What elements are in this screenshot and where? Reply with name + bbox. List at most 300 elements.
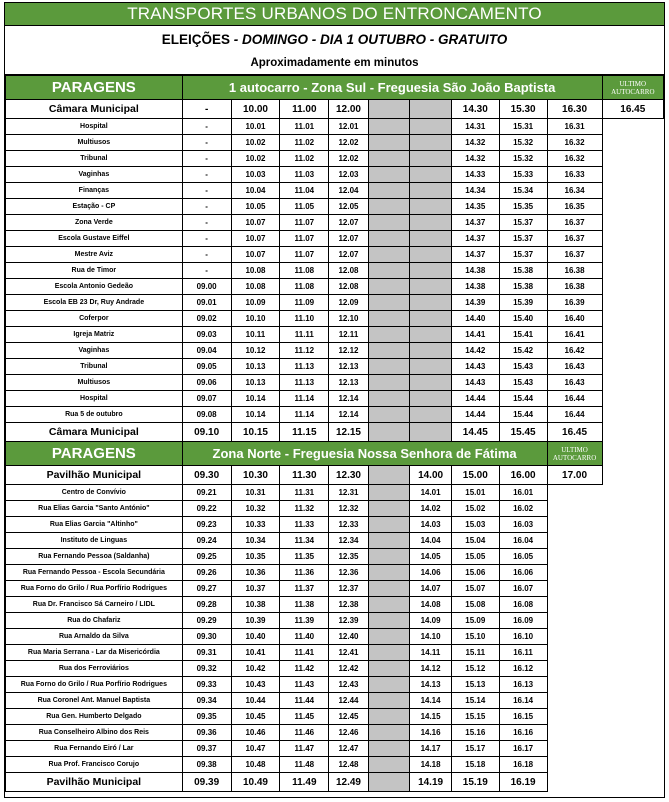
no-service-cell [410,375,452,391]
departure-time: 16.14 [499,693,547,709]
table-row [6,215,664,231]
departure-time: 12.47 [329,741,368,757]
departure-time: 10.36 [231,565,280,581]
no-service-cell [368,741,410,757]
departure-time: 11.08 [280,279,329,295]
departure-time: 16.43 [547,359,602,375]
departure-time: - [182,151,231,167]
empty-cell [602,151,663,167]
departure-time: 10.40 [231,629,280,645]
no-service-cell [368,693,410,709]
departure-time: 11.07 [280,215,329,231]
departure-time: 11.04 [280,183,329,199]
no-service-cell [368,517,410,533]
departure-time: 15.41 [499,327,547,343]
zona-sul-section [6,76,664,442]
departure-time: 14.38 [451,263,499,279]
no-service-cell [410,199,452,215]
departure-time: 14.11 [410,645,452,661]
no-service-cell [368,375,410,391]
departure-time: 10.38 [231,597,280,613]
stop-name: Estação - CP [6,199,183,215]
departure-time: - [182,247,231,263]
stop-name: Coferpor [6,311,183,327]
departure-time: 16.13 [499,677,547,693]
subtitle-rest: - DOMINGO - DIA 1 OUTUBRO - GRATUITO [230,32,508,47]
departure-time: 10.09 [231,295,280,311]
departure-time: 09.32 [182,661,231,677]
zona-norte-title: Zona Norte - Freguesia Nossa Senhora de Fátima [182,442,547,466]
no-service-cell [368,100,410,119]
departure-time: 11.39 [280,613,329,629]
empty-cell [602,247,663,263]
table-row [6,661,664,677]
departure-time: 12.13 [329,375,368,391]
stop-name: Rua Coronel Ant. Manuel Baptista [6,693,183,709]
table-row [6,183,664,199]
departure-time: 16.38 [547,263,602,279]
table-row [6,263,664,279]
stop-name: Instituto de Linguas [6,533,183,549]
table-row [6,613,664,629]
departure-time: 15.37 [499,215,547,231]
departure-time: 12.07 [329,215,368,231]
empty-cell [602,629,663,645]
departure-time: 09.25 [182,549,231,565]
departure-time: 15.04 [451,533,499,549]
empty-cell [547,501,602,517]
departure-time: 15.34 [499,183,547,199]
departure-time: 15.00 [451,466,499,485]
stop-name: Rua Conselheiro Albino dos Reis [6,725,183,741]
departure-time: 14.05 [410,549,452,565]
departure-time: 11.35 [280,549,329,565]
empty-cell [602,645,663,661]
empty-cell [602,549,663,565]
empty-cell [602,231,663,247]
departure-time: 11.14 [280,391,329,407]
table-row [6,135,664,151]
no-service-cell [368,311,410,327]
empty-cell [602,167,663,183]
table-row [6,581,664,597]
paragens-header: PARAGENS [6,442,183,466]
departure-time: 11.38 [280,597,329,613]
departure-time: 11.14 [280,407,329,423]
departure-time: 14.00 [410,466,452,485]
no-service-cell [410,231,452,247]
no-service-cell [410,263,452,279]
departure-time: 16.42 [547,343,602,359]
departure-time: 12.45 [329,709,368,725]
departure-time: 12.08 [329,263,368,279]
departure-time: - [182,263,231,279]
no-service-cell [368,725,410,741]
departure-time: 10.46 [231,725,280,741]
empty-cell [602,263,663,279]
departure-time: 10.13 [231,359,280,375]
table-row [6,517,664,533]
departure-time: 10.10 [231,311,280,327]
departure-time: 12.34 [329,533,368,549]
stop-name: Igreja Matriz [6,327,183,343]
departure-time: 10.39 [231,613,280,629]
page-title: TRANSPORTES URBANOS DO ENTRONCAMENTO [5,3,664,26]
departure-time: 10.37 [231,581,280,597]
departure-time: 11.02 [280,135,329,151]
departure-time: 11.00 [280,100,329,119]
departure-time: 14.37 [451,231,499,247]
departure-time: 15.17 [451,741,499,757]
departure-time: 16.31 [547,119,602,135]
departure-time: 14.12 [410,661,452,677]
departure-time: 17.00 [547,466,602,485]
departure-time: 11.37 [280,581,329,597]
departure-time: 16.10 [499,629,547,645]
subtitle-lead: ELEIÇÕES [161,32,230,47]
departure-time: 16.07 [499,581,547,597]
empty-cell [602,407,663,423]
departure-time: 14.43 [451,375,499,391]
departure-time: 10.02 [231,135,280,151]
empty-cell [547,517,602,533]
table-row [6,295,664,311]
empty-cell [547,533,602,549]
departure-time: 11.46 [280,725,329,741]
table-row [6,533,664,549]
empty-cell [602,279,663,295]
departure-time: 12.30 [329,466,368,485]
departure-time: 09.27 [182,581,231,597]
departure-time: 12.35 [329,549,368,565]
no-service-cell [368,359,410,375]
departure-time: 15.38 [499,279,547,295]
stop-name: Escola EB 23 Dr, Ruy Andrade [6,295,183,311]
table-row [6,549,664,565]
departure-time: 11.49 [280,773,329,792]
departure-time: 15.07 [451,581,499,597]
table-row [6,565,664,581]
no-service-cell [368,645,410,661]
stop-name: Hospital [6,119,183,135]
no-service-cell [410,279,452,295]
departure-time: 15.42 [499,343,547,359]
table-row [6,407,664,423]
no-service-cell [410,423,452,442]
departure-time: 15.30 [499,100,547,119]
departure-time: 10.07 [231,247,280,263]
departure-time: 09.10 [182,423,231,442]
departure-time: 14.09 [410,613,452,629]
departure-time: 10.48 [231,757,280,773]
departure-time: 14.37 [451,247,499,263]
departure-time: 11.15 [280,423,329,442]
departure-time: 09.37 [182,741,231,757]
table-row [6,466,664,485]
departure-time: 14.03 [410,517,452,533]
departure-time: 10.15 [231,423,280,442]
departure-time: 11.07 [280,231,329,247]
departure-time: 12.03 [329,167,368,183]
departure-time: 16.37 [547,231,602,247]
departure-time: 15.33 [499,167,547,183]
no-service-cell [410,183,452,199]
empty-cell [602,613,663,629]
subtitle [5,26,664,53]
departure-time: 14.15 [410,709,452,725]
departure-time: 16.34 [547,183,602,199]
stop-name: Tribunal [6,151,183,167]
empty-cell [547,645,602,661]
empty-cell [602,741,663,757]
no-service-cell [368,215,410,231]
departure-time: 14.10 [410,629,452,645]
departure-time: 11.48 [280,757,329,773]
departure-time: 09.04 [182,343,231,359]
departure-time: 12.42 [329,661,368,677]
departure-time: 12.31 [329,485,368,501]
departure-time: 16.33 [547,167,602,183]
empty-cell [547,773,602,792]
departure-time: 10.05 [231,199,280,215]
departure-time: 15.15 [451,709,499,725]
departure-time: 12.37 [329,581,368,597]
departure-time: 09.36 [182,725,231,741]
departure-time: 16.35 [547,199,602,215]
no-service-cell [410,311,452,327]
departure-time: 12.12 [329,343,368,359]
no-service-cell [368,773,410,792]
departure-time: 10.03 [231,167,280,183]
stop-name: Rua do Chafariz [6,613,183,629]
table-row [6,709,664,725]
departure-time: 10.32 [231,501,280,517]
departure-time: 14.17 [410,741,452,757]
departure-time: 15.05 [451,549,499,565]
departure-time: 14.01 [410,485,452,501]
departure-time: 11.03 [280,167,329,183]
empty-cell [602,295,663,311]
stop-name: Pavilhão Municipal [6,466,183,485]
departure-time: 12.49 [329,773,368,792]
empty-cell [602,183,663,199]
departure-time: 11.09 [280,295,329,311]
empty-cell [602,359,663,375]
no-service-cell [368,135,410,151]
departure-time: 10.07 [231,215,280,231]
departure-time: 10.14 [231,391,280,407]
no-service-cell [368,466,410,485]
stop-name: Multiusos [6,375,183,391]
departure-time: 12.04 [329,183,368,199]
departure-time: 16.39 [547,295,602,311]
empty-cell [602,391,663,407]
departure-time: 12.00 [329,100,368,119]
departure-time: 09.35 [182,709,231,725]
stop-name: Câmara Municipal [6,423,183,442]
empty-cell [602,517,663,533]
departure-time: 12.07 [329,231,368,247]
stop-name: Rua Elias Garcia "Altinho" [6,517,183,533]
stop-name: Rua 5 de outubro [6,407,183,423]
departure-time: 14.44 [451,391,499,407]
empty-cell [547,565,602,581]
departure-time: 10.11 [231,327,280,343]
departure-time: 12.33 [329,517,368,533]
no-service-cell [368,709,410,725]
no-service-cell [410,391,452,407]
departure-time: 16.09 [499,613,547,629]
departure-time: 12.11 [329,327,368,343]
stop-name: Rua Fernando Pessoa (Saldanha) [6,549,183,565]
departure-time: 12.15 [329,423,368,442]
no-service-cell [368,613,410,629]
no-service-cell [410,100,452,119]
departure-time: 16.32 [547,135,602,151]
departure-time: 09.29 [182,613,231,629]
empty-cell [602,311,663,327]
no-service-cell [368,423,410,442]
departure-time: 10.33 [231,517,280,533]
stop-name: Escola Gustave Eiffel [6,231,183,247]
departure-time: 14.31 [451,119,499,135]
no-service-cell [410,359,452,375]
zona-sul-title: 1 autocarro - Zona Sul - Freguesia São João Baptista [182,76,602,100]
departure-time: 15.09 [451,613,499,629]
no-service-cell [410,295,452,311]
departure-time: 09.05 [182,359,231,375]
departure-time: 09.34 [182,693,231,709]
departure-time: 12.38 [329,597,368,613]
table-row [6,359,664,375]
departure-time: 16.18 [499,757,547,773]
empty-cell [547,741,602,757]
departure-time: 11.47 [280,741,329,757]
empty-cell [602,773,663,792]
departure-time: 15.43 [499,375,547,391]
departure-time: 09.30 [182,466,231,485]
departure-time: 10.07 [231,231,280,247]
departure-time: - [182,167,231,183]
stop-name: Rua Dr. Francisco Sá Carneiro / LIDL [6,597,183,613]
departure-time: 16.45 [547,423,602,442]
departure-time: 16.12 [499,661,547,677]
departure-time: 16.08 [499,597,547,613]
empty-cell [602,343,663,359]
departure-time: 15.16 [451,725,499,741]
departure-time: 10.42 [231,661,280,677]
departure-time: 11.42 [280,661,329,677]
departure-time: 09.39 [182,773,231,792]
stop-name: Rua Forno do Grilo / Rua Porfírio Rodrigues [6,581,183,597]
stop-name: Vaginhas [6,167,183,183]
departure-time: 14.34 [451,183,499,199]
departure-time: 12.36 [329,565,368,581]
departure-time: 11.45 [280,709,329,725]
table-row [6,485,664,501]
empty-cell [602,725,663,741]
departure-time: 10.04 [231,183,280,199]
table-row [6,629,664,645]
table-row [6,119,664,135]
empty-cell [602,199,663,215]
departure-time: 10.08 [231,263,280,279]
departure-time: 14.37 [451,215,499,231]
departure-time: - [182,119,231,135]
departure-time: 15.44 [499,391,547,407]
timetable-sheet [4,2,665,798]
stop-name: Zona Verde [6,215,183,231]
departure-time: 10.35 [231,549,280,565]
ultimo-autocarro-header: ULTIMO AUTOCARRO [602,76,663,100]
departure-time: 15.01 [451,485,499,501]
departure-time: 09.24 [182,533,231,549]
departure-time: 14.41 [451,327,499,343]
departure-time: 15.35 [499,199,547,215]
departure-time: 09.03 [182,327,231,343]
no-service-cell [368,199,410,215]
departure-time: 15.32 [499,151,547,167]
departure-time: 09.00 [182,279,231,295]
departure-time: 09.08 [182,407,231,423]
no-service-cell [368,581,410,597]
no-service-cell [410,215,452,231]
empty-cell [602,597,663,613]
no-service-cell [368,407,410,423]
departure-time: 09.22 [182,501,231,517]
no-service-cell [368,327,410,343]
table-row [6,757,664,773]
departure-time: 16.37 [547,215,602,231]
table-row [6,247,664,263]
departure-time: - [182,215,231,231]
departure-time: 14.18 [410,757,452,773]
departure-time: 14.08 [410,597,452,613]
empty-cell [602,375,663,391]
stop-name: Finanças [6,183,183,199]
departure-time: 15.19 [451,773,499,792]
empty-cell [602,693,663,709]
stop-name: Rua Forno do Grilo / Rua Porfírio Rodrigues [6,677,183,693]
departure-time: 14.38 [451,279,499,295]
departure-time: 14.06 [410,565,452,581]
departure-time: 10.44 [231,693,280,709]
departure-time: 12.02 [329,151,368,167]
ultimo-autocarro-header: ULTIMO AUTOCARRO [547,442,602,466]
departure-time: 15.43 [499,359,547,375]
departure-time: 11.13 [280,359,329,375]
stop-name: Rua de Timor [6,263,183,279]
departure-time: 14.39 [451,295,499,311]
departure-time: 10.02 [231,151,280,167]
departure-time: 14.13 [410,677,452,693]
no-service-cell [368,565,410,581]
empty-cell [602,757,663,773]
table-row [6,391,664,407]
no-service-cell [410,407,452,423]
departure-time: 11.10 [280,311,329,327]
departure-time: 15.02 [451,501,499,517]
table-row [6,677,664,693]
empty-cell [547,581,602,597]
no-service-cell [410,247,452,263]
departure-time: 10.14 [231,407,280,423]
stop-name: Rua Arnaldo da Silva [6,629,183,645]
departure-time: 09.01 [182,295,231,311]
stop-name: Hospital [6,391,183,407]
departure-time: 16.16 [499,725,547,741]
empty-cell [547,693,602,709]
